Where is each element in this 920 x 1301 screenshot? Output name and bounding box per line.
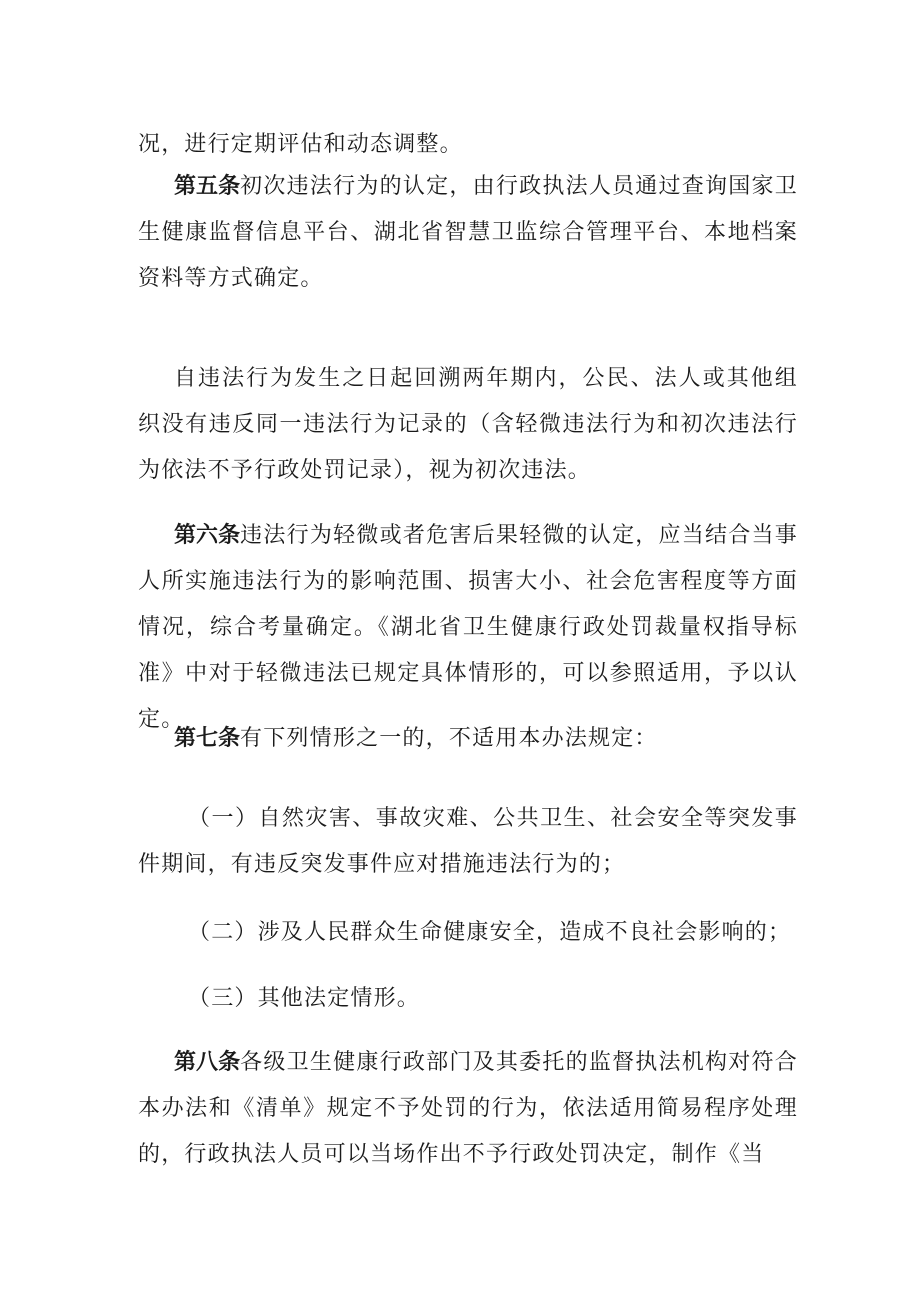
article-5-number: 第五条 bbox=[174, 174, 241, 199]
article-6-number: 第六条 bbox=[174, 523, 241, 548]
article-5 bbox=[138, 164, 798, 302]
article-8 bbox=[138, 1040, 798, 1178]
paragraph-continuation: 况，进行定期评估和动态调整。 bbox=[138, 132, 463, 157]
article-8-text: 各级卫生健康行政部门及其委托的监督执法机构对符合本办法和《清单》规定不予处罚的行为，依法适用简易程序处理的，行政执法人员可以当场作出不予行政处罚决定，制作《当 bbox=[138, 1050, 798, 1167]
article-6 bbox=[138, 513, 798, 743]
article-6-text: 违法行为轻微或者危害后果轻微的认定，应当结合当事人所实施违法行为的影响范围、损害大小、社会危害程度等方面情况，综合考量确定。《湖北省卫生健康行政处罚裁量权指导标准》中对于轻微违法已规定具体情形的，可以参照适用，予以认定。 bbox=[138, 523, 798, 732]
article-8-number: 第八条 bbox=[174, 1050, 241, 1075]
article-7-number: 第七条 bbox=[174, 726, 241, 751]
article-5-text: 初次违法行为的认定，由行政执法人员通过查询国家卫生健康监督信息平台、湖北省智慧卫监综合管理平台、本地档案资料等方式确定。 bbox=[138, 174, 798, 291]
article-7 bbox=[138, 716, 798, 762]
article-7-item-2: （二）涉及人民群众生命健康安全，造成不良社会影响的； bbox=[188, 920, 792, 945]
article-5-paragraph-2: 自违法行为发生之日起回溯两年期内，公民、法人或其他组织没有违反同一违法行为记录的（含轻微违法行为和初次违法行为依法不予行政处罚记录），视为初次违法。 bbox=[138, 366, 798, 483]
article-7-item-1: （一）自然灾害、事故灾难、公共卫生、社会安全等突发事件期间，有违反突发事件应对措施违法行为的； bbox=[138, 806, 798, 877]
article-7-text: 有下列情形之一的，不适用本办法规定： bbox=[240, 726, 658, 751]
article-7-item-3: （三）其他法定情形。 bbox=[188, 986, 421, 1011]
